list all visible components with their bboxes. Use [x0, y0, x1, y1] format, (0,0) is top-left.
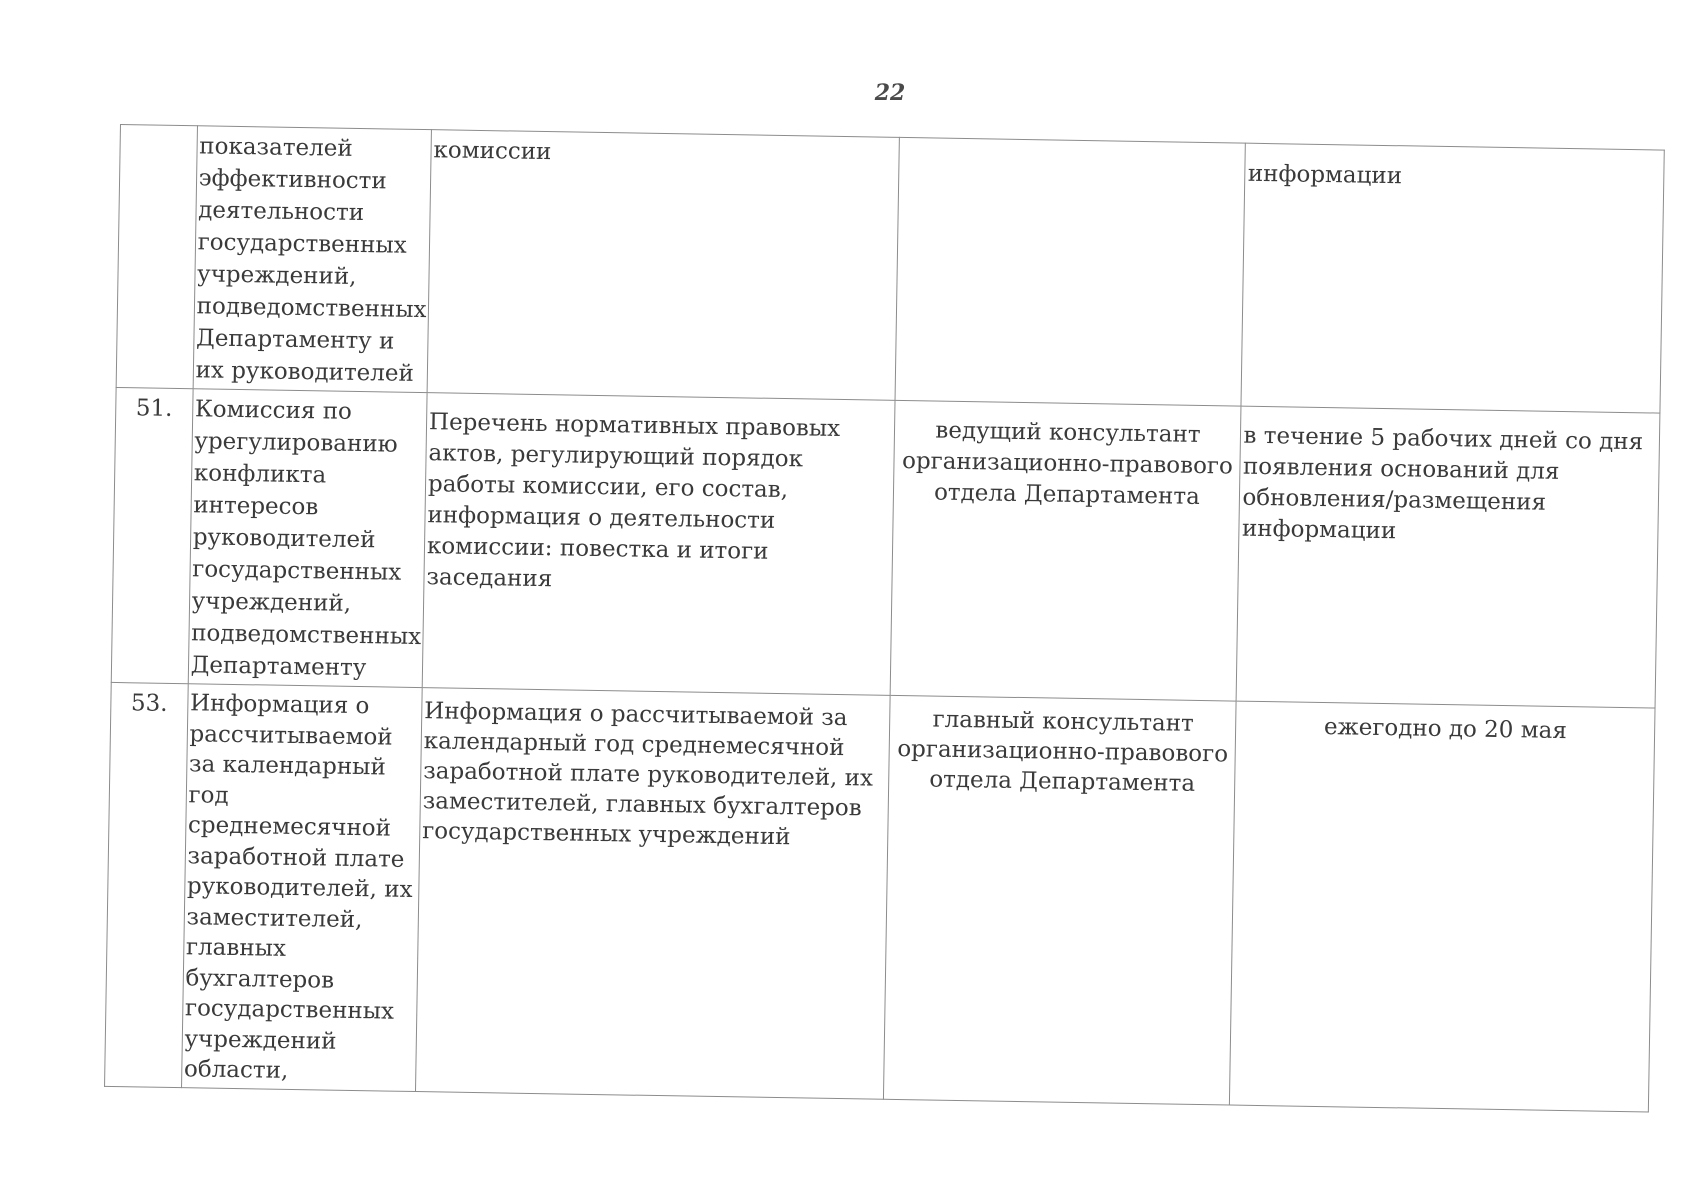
responsible-cell: ведущий консультант организационно-правового отдела Департамента [891, 400, 1242, 701]
subject-cell: Комиссия по урегулированию конфликта интересов руководителей государственных учреждений, подведомственных Департаменту [188, 389, 427, 688]
page-number: 22 [874, 80, 906, 106]
table-row [111, 387, 1660, 708]
row-number-cell: 51. [111, 387, 193, 683]
deadline-cell: в течение 5 рабочих дней со дня появления оснований для обновления/размещения информации [1237, 406, 1660, 708]
subject-cell: показателей эффективности деятельности государственных учреждений, подведомственных Департаменту и их руководителей [193, 126, 432, 393]
table-row [105, 682, 1655, 1111]
content-cell: комиссии [427, 130, 900, 401]
row-number-cell [116, 125, 197, 389]
responsible-cell [895, 137, 1245, 406]
responsible-cell: главный консультант организационно-правового отдела Департамента [884, 695, 1237, 1104]
row-number-cell: 53. [105, 682, 188, 1087]
content-cell: Перечень нормативных правовых актов, регулирующий порядок работы комиссии, его состав, информация о деятельности комиссии: повестка и итоги заседания [422, 393, 895, 696]
table-row [116, 125, 1664, 414]
measures-table [104, 124, 1665, 1112]
deadline-cell: ежегодно до 20 мая [1230, 701, 1655, 1111]
content-cell: Информация о рассчитываемой за календарный год среднемесячной заработной плате руководителей, их заместителей, главных бухгалтеров государственных учреждений [415, 688, 890, 1099]
deadline-cell: информации [1241, 143, 1664, 413]
subject-cell: Информация о рассчитываемой за календарный год среднемесячной заработной плате руководителей, их заместителей, главных бухгалтеров государственных учреждений области, [181, 684, 422, 1091]
document-sheet [104, 124, 1665, 1112]
